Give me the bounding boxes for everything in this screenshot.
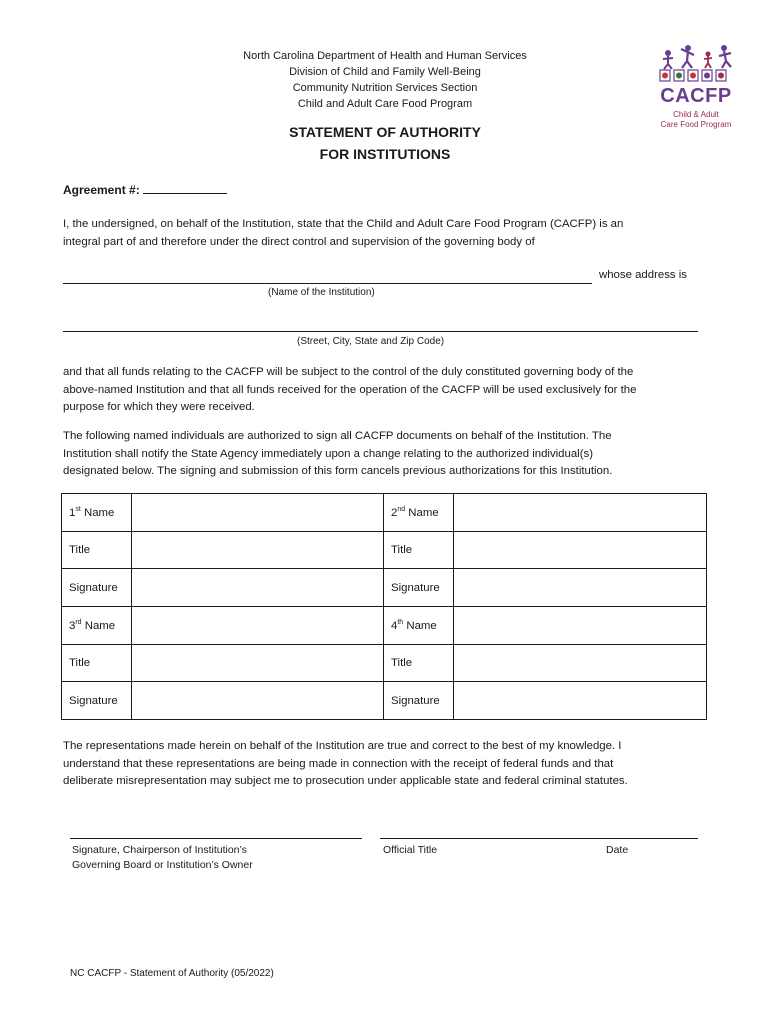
agreement-number-field[interactable]	[143, 182, 227, 194]
authorized-paragraph	[63, 428, 698, 481]
whose-address-text: whose address is	[599, 269, 688, 281]
document-title-line1: STATEMENT OF AUTHORITY	[289, 124, 481, 140]
fourth-name-field[interactable]	[454, 607, 707, 645]
chair-signature-field[interactable]	[70, 838, 362, 839]
authorized-line1: The following named individuals are authorized to sign all CACFP documents on behalf of the Institution. The	[63, 430, 612, 442]
second-title-label: Title	[384, 531, 454, 569]
institution-name-field[interactable]	[63, 283, 592, 284]
official-title-label: Official Title	[383, 844, 438, 856]
institution-address-caption: (Street, City, State and Zip Code)	[297, 336, 445, 347]
first-title-field[interactable]	[132, 531, 384, 569]
third-name-field[interactable]	[132, 607, 384, 645]
institution-name-caption: (Name of the Institution)	[268, 287, 375, 298]
second-name-field[interactable]	[454, 494, 707, 532]
chair-signature-label	[72, 843, 253, 873]
second-title-field[interactable]	[454, 531, 707, 569]
logo-tagline	[656, 110, 736, 130]
document-title	[170, 121, 600, 165]
agreement-number	[63, 182, 227, 197]
table-row	[62, 531, 707, 569]
institution-address-field[interactable]	[63, 331, 698, 332]
header-line-department: North Carolina Department of Health and Human Services	[243, 50, 527, 62]
table-row	[62, 569, 707, 607]
intro-paragraph	[63, 216, 698, 251]
representations-line2: understand that these representations are being made in connection with the receipt of federal funds and that	[63, 757, 614, 770]
chair-signature-label-line2: Governing Board or Institution’s Owner	[72, 859, 253, 871]
fourth-name-label: 4th Name	[384, 607, 454, 645]
first-name-label: 1st Name	[62, 494, 132, 532]
funds-line3: purpose for which they were received.	[63, 401, 255, 413]
agreement-number-label: Agreement #:	[63, 183, 144, 197]
second-name-label: 2nd Name	[384, 494, 454, 532]
funds-paragraph	[63, 364, 698, 417]
first-signature-field[interactable]	[132, 569, 384, 607]
representations-line1: The representations made herein on behalf of the Institution are true and correct to the best of my knowledge. I	[63, 740, 622, 752]
cacfp-logo-figures-icon	[656, 44, 736, 86]
fourth-signature-field[interactable]	[454, 682, 707, 720]
funds-line1: and that all funds relating to the CACFP will be subject to the control of the duly constituted governing body of the	[63, 366, 634, 378]
document-title-line2: FOR INSTITUTIONS	[319, 146, 451, 162]
third-signature-field[interactable]	[132, 682, 384, 720]
third-title-label: Title	[62, 644, 132, 682]
header-line-division: Division of Child and Family Well-Being	[289, 66, 481, 78]
logo-wordmark: CACFP	[660, 85, 732, 107]
third-name-label: 3rd Name	[62, 607, 132, 645]
second-signature-label: Signature	[384, 569, 454, 607]
chair-signature-label-line1: Signature, Chairperson of Institution’s	[72, 844, 247, 856]
first-signature-label: Signature	[62, 569, 132, 607]
first-name-field[interactable]	[132, 494, 384, 532]
official-title-date-field[interactable]	[380, 838, 698, 839]
table-row	[62, 494, 707, 532]
cacfp-logo	[656, 44, 742, 134]
representations-paragraph	[63, 738, 698, 791]
third-title-field[interactable]	[132, 644, 384, 682]
logo-tagline-line2: Care Food Program	[660, 120, 732, 129]
first-title-label: Title	[62, 531, 132, 569]
form-footer: NC CACFP - Statement of Authority (05/2022)	[70, 968, 274, 979]
representations-line3: deliberate misrepresentation may subject me to prosecution under applicable state and federal criminal statutes.	[63, 775, 628, 787]
authorized-signers-table	[61, 493, 707, 720]
third-signature-label: Signature	[62, 682, 132, 720]
date-label: Date	[606, 844, 629, 856]
intro-line2: integral part of and therefore under the direct control and supervision of the governing body of	[63, 235, 535, 248]
funds-line2: above-named Institution and that all funds received for the operation of the CACFP will be used exclusively for the	[63, 383, 637, 396]
authorized-line2: Institution shall notify the State Agency immediately upon a change relating to the authorized individual(s)	[63, 447, 593, 460]
second-signature-field[interactable]	[454, 569, 707, 607]
logo-tagline-line1: Child & Adult	[673, 110, 719, 119]
authorized-line3: designated below. The signing and submission of this form cancels previous authorizations for this Institution.	[63, 465, 613, 477]
fourth-title-label: Title	[384, 644, 454, 682]
intro-line1: I, the undersigned, on behalf of the Institution, state that the Child and Adult Care Food Program (CACFP) is an	[63, 218, 624, 230]
fourth-title-field[interactable]	[454, 644, 707, 682]
fourth-signature-label: Signature	[384, 682, 454, 720]
agency-header	[170, 48, 600, 112]
table-row	[62, 682, 707, 720]
header-line-section: Community Nutrition Services Section	[292, 82, 478, 94]
table-row	[62, 607, 707, 645]
header-line-program: Child and Adult Care Food Program	[297, 98, 473, 110]
table-row	[62, 644, 707, 682]
